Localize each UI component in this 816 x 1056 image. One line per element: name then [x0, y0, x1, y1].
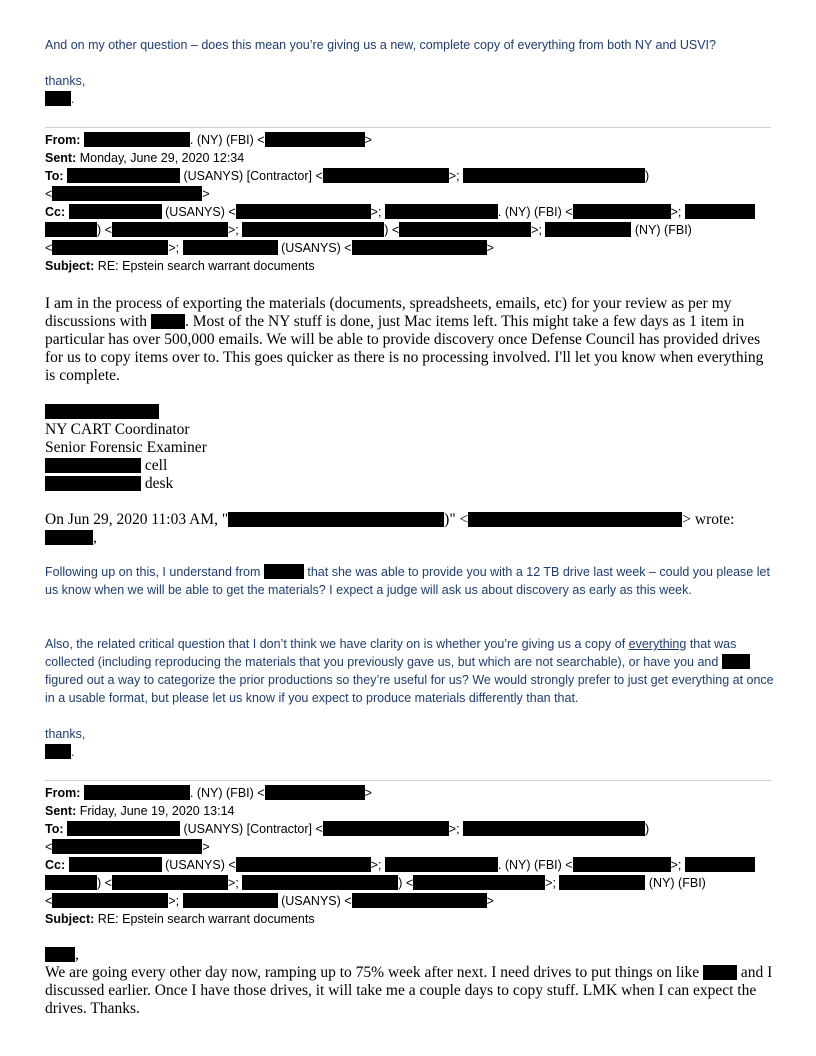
sent-line-2: Sent: Friday, June 19, 2020 13:14 — [45, 804, 235, 818]
signoff: . — [45, 90, 74, 108]
cc-line-cont: ) < >; ) < >; (NY) (FBI) — [45, 221, 692, 239]
redaction — [722, 654, 750, 669]
cc-line-2: Cc: (USANYS) < >; . (NY) (FBI) < >; — [45, 856, 755, 874]
from-line-2: From: . (NY) (FBI) < > — [45, 786, 372, 800]
redaction — [52, 240, 168, 255]
subject-line-2: Subject: RE: Epstein search warrant documents — [45, 912, 315, 926]
message-body-3: We are going every other day now, ramping up to 75% week after next. I need drives to put things on like and I discussed earlier. Once I have those drives, it will take me a couple days to copy stuff. LMK when I can expect the drives. Thanks. — [45, 964, 773, 1017]
redaction — [323, 821, 449, 836]
redaction — [228, 512, 444, 527]
cc-line-2-cont: ) < >; ) < >; (NY) (FBI) — [45, 874, 706, 892]
sent-date: Monday, June 29, 2020 12:34 — [79, 151, 245, 165]
salutation: , — [45, 529, 97, 547]
to-line-cont: < > — [45, 187, 210, 201]
redaction — [236, 857, 371, 872]
redaction — [45, 91, 71, 106]
redaction — [45, 222, 97, 237]
redaction — [264, 564, 304, 579]
cc-line-2-cont2: < >; (USANYS) < > — [45, 894, 494, 908]
redaction — [242, 875, 398, 890]
redaction — [52, 893, 168, 908]
redaction — [573, 857, 671, 872]
redaction — [45, 744, 71, 759]
redaction — [685, 857, 755, 872]
subject-text: RE: Epstein search warrant documents — [97, 259, 315, 273]
question-text: And on my other question – does this mean you’re giving us a new, complete copy of everything from both NY and USVI? — [45, 38, 716, 52]
redaction — [323, 168, 449, 183]
redaction — [69, 204, 162, 219]
redaction — [45, 404, 159, 419]
signature-cell: cell — [45, 457, 167, 475]
divider — [45, 127, 771, 128]
sent-date: Friday, June 19, 2020 13:14 — [79, 804, 235, 818]
to-line-2: To: (USANYS) [Contractor] < >; ) — [45, 822, 650, 836]
redaction — [52, 186, 202, 201]
redaction — [385, 204, 498, 219]
redaction — [45, 530, 93, 545]
cc-line-cont2: < >; (USANYS) < > — [45, 241, 494, 255]
subject-text: RE: Epstein search warrant documents — [97, 912, 315, 926]
to-line: To: (USANYS) [Contractor] < >; ) — [45, 169, 650, 183]
to-line-2-cont: < > — [45, 840, 210, 854]
message-paragraph-1: Following up on this, I understand from that she was able to provide you with a 12 TB drive last week – could you please let us know when we will be able to get the materials? I expect a judge will ask us about discovery as early as this week. — [45, 565, 770, 597]
signature-desk: desk — [45, 475, 173, 493]
redaction — [399, 222, 531, 237]
redaction — [45, 875, 97, 890]
redaction — [84, 785, 190, 800]
redaction — [352, 893, 487, 908]
thanks-text-2: thanks, — [45, 727, 86, 741]
redaction — [69, 857, 162, 872]
redaction — [463, 168, 645, 183]
redaction — [463, 821, 645, 836]
message-body: I am in the process of exporting the materials (documents, spreadsheets, emails, etc) for your review as per my discussions with . Most of the NY stuff is done, just Mac items left. This might take a few days as 1 item in particular has over 500,000 emails. We will be able to provide discovery once Defense Council has provided drives for us to copy items over to. This goes quicker as there is no processing involved. I'll let you know when everything is complete. — [45, 295, 764, 384]
redaction — [183, 240, 278, 255]
redaction — [703, 965, 737, 980]
sent-line: Sent: Monday, June 29, 2020 12:34 — [45, 151, 245, 165]
redaction — [67, 821, 180, 836]
redaction — [45, 476, 141, 491]
signature-name — [45, 403, 159, 421]
redaction — [236, 204, 371, 219]
from-line: From: . (NY) (FBI) < > — [45, 133, 372, 147]
redaction — [265, 132, 365, 147]
signoff-2: . — [45, 743, 74, 761]
redaction — [45, 458, 141, 473]
redaction — [183, 893, 278, 908]
redaction — [242, 222, 384, 237]
redaction — [559, 875, 645, 890]
redaction — [413, 875, 545, 890]
thanks-text: thanks, — [45, 74, 86, 88]
redaction — [265, 785, 365, 800]
redaction — [112, 875, 228, 890]
redaction — [352, 240, 487, 255]
redaction — [67, 168, 180, 183]
redaction — [573, 204, 671, 219]
redaction — [685, 204, 755, 219]
redaction — [151, 314, 185, 329]
redaction — [385, 857, 498, 872]
message-paragraph-2: Also, the related critical question that I don’t think we have clarity on is whether you’re giving us a copy of everything that was collected (including reproducing the materials that you previously gave us, but which are not searchable), or have you and figured out a way to categorize the prior productions so they’re useful for us? We would strongly prefer to just get everything at once in a usable format, but please let us know if you expect to produce materials differently than that. — [45, 637, 774, 705]
redaction — [545, 222, 631, 237]
signature-title2: Senior Forensic Examiner — [45, 439, 207, 456]
divider — [45, 780, 771, 781]
signature-title1: NY CART Coordinator — [45, 421, 190, 438]
redaction — [468, 512, 682, 527]
subject-line: Subject: RE: Epstein search warrant documents — [45, 259, 315, 273]
cc-line: Cc: (USANYS) < >; . (NY) (FBI) < >; — [45, 203, 755, 221]
redaction — [45, 947, 75, 962]
redaction — [84, 132, 190, 147]
quote-line: On Jun 29, 2020 11:03 AM, " )" < > wrote: — [45, 511, 735, 528]
redaction — [52, 839, 202, 854]
redaction — [112, 222, 228, 237]
salutation-2: , — [45, 946, 79, 964]
